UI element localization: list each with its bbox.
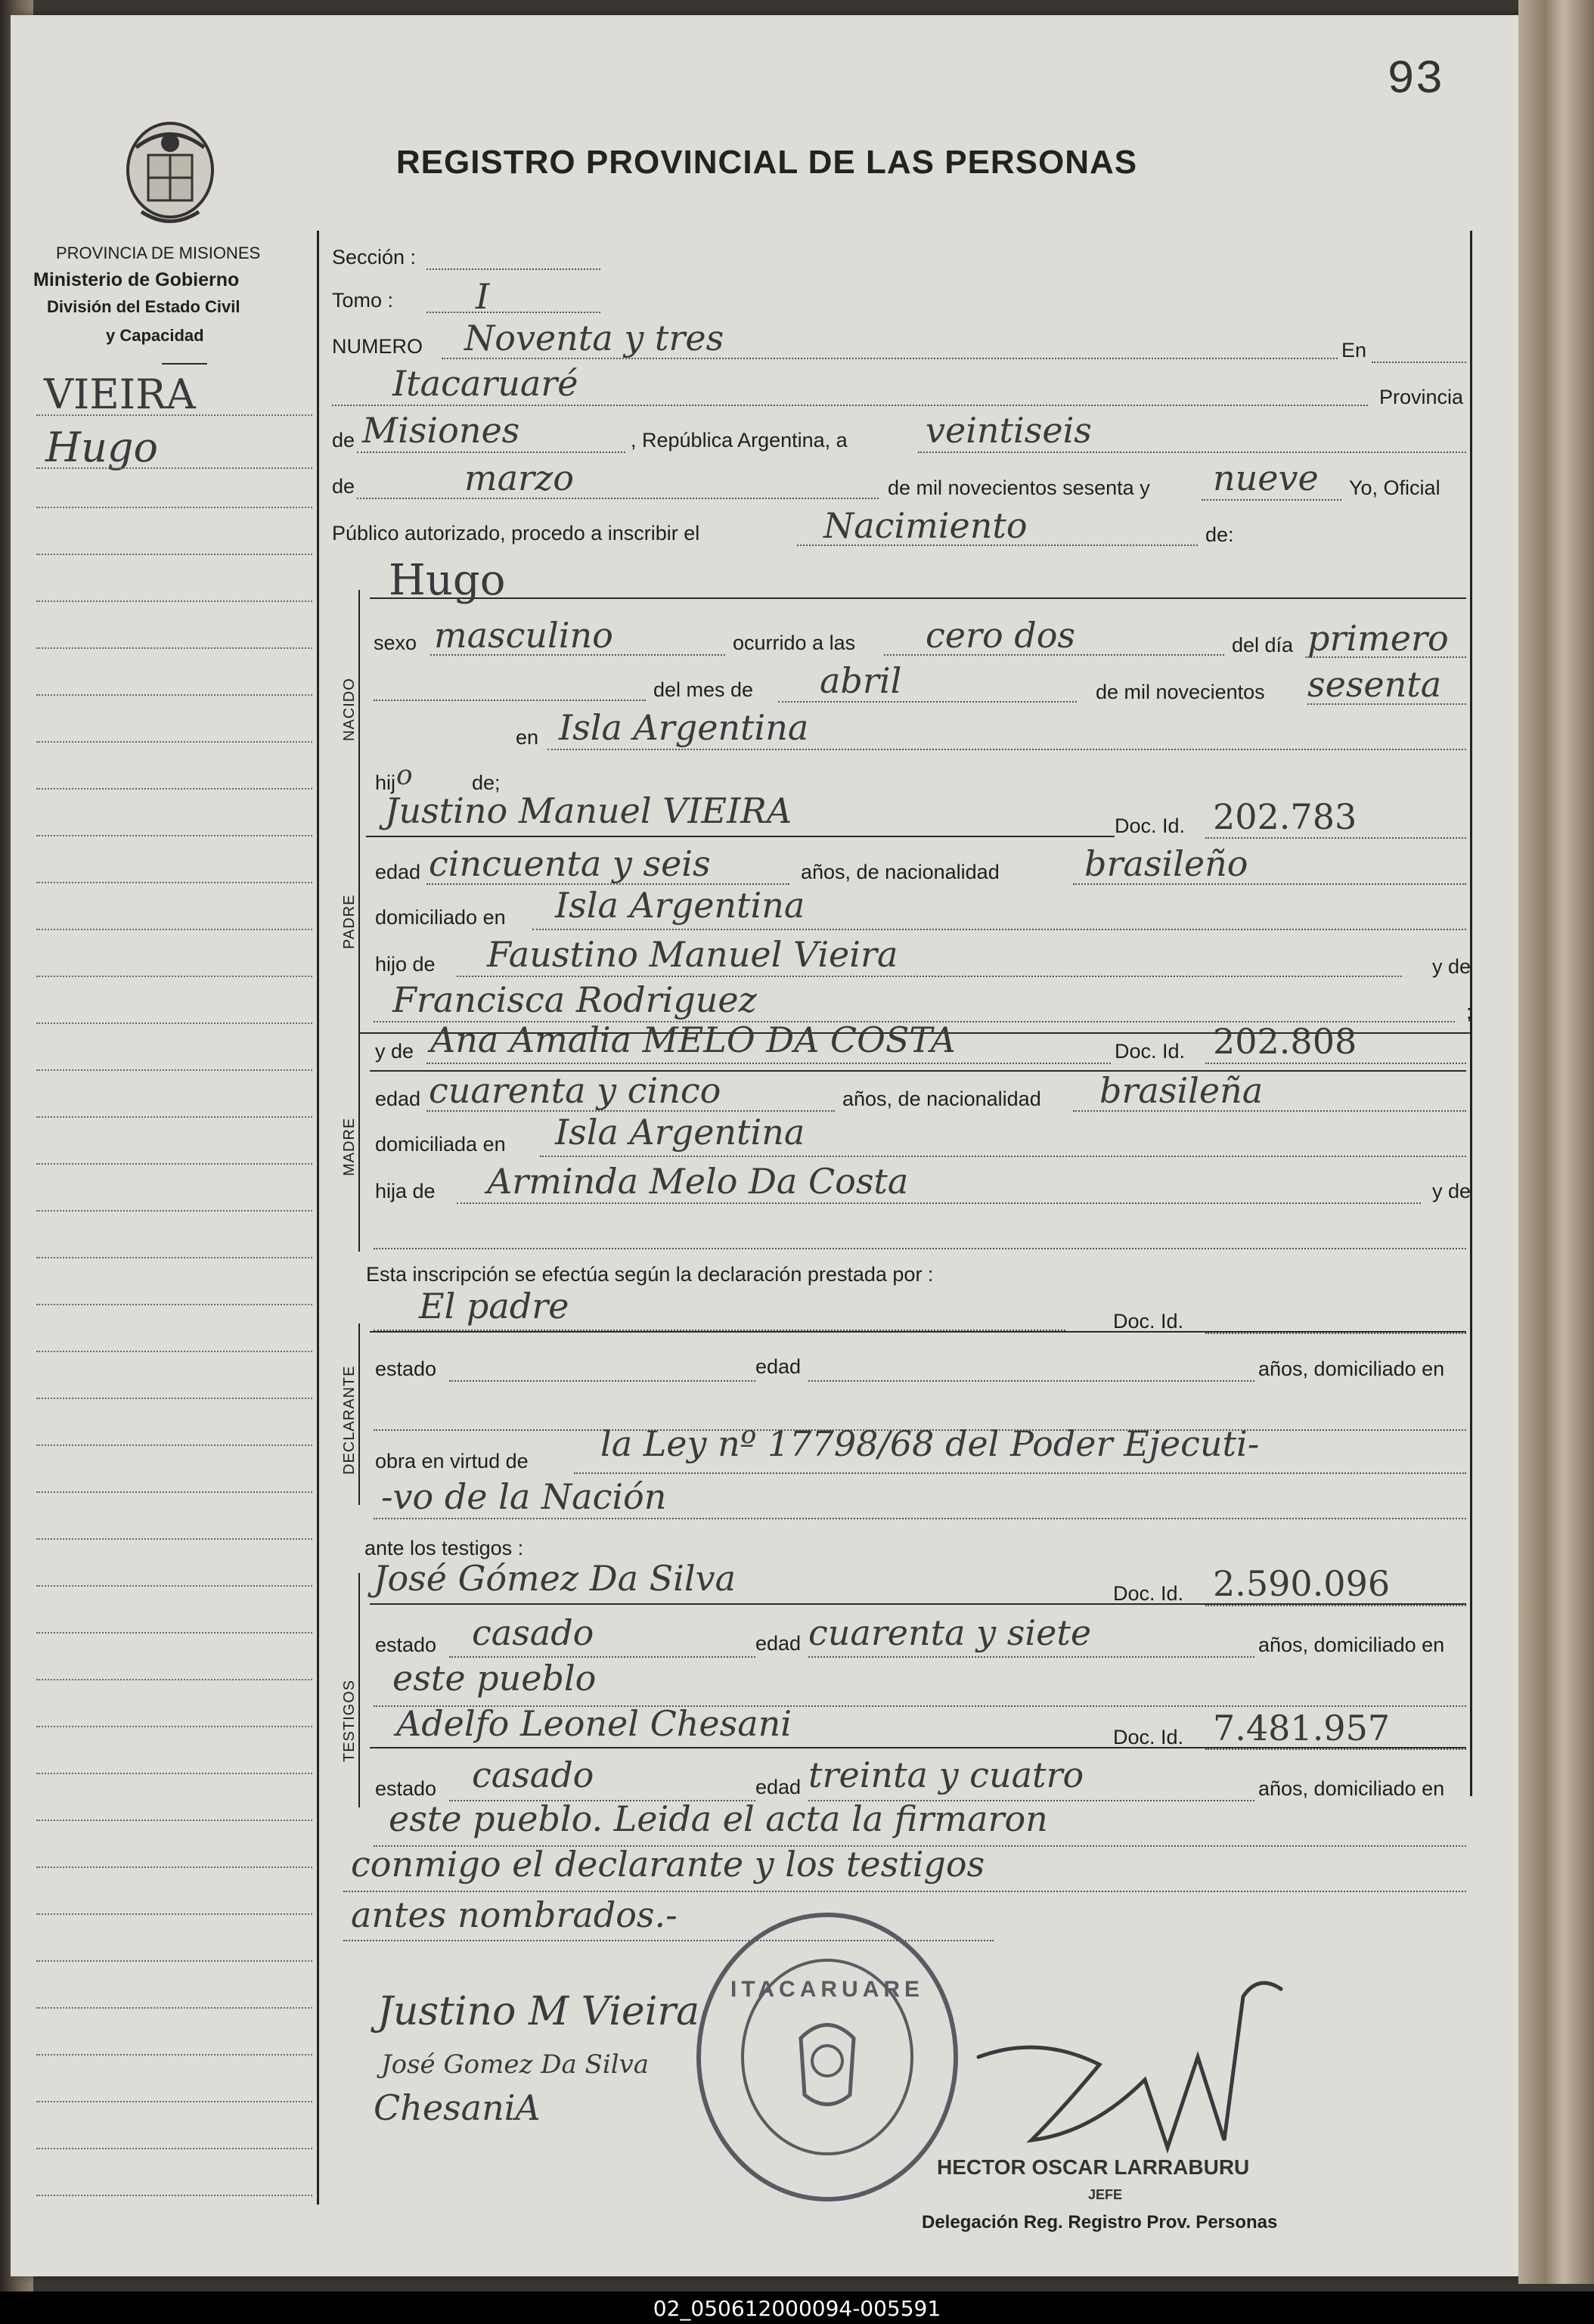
hw-place: Itacaruaré	[392, 363, 578, 404]
coat-of-arms-icon	[115, 117, 225, 238]
label-tomo: Tomo :	[332, 289, 394, 312]
sidebar-given-name: Hugo	[45, 424, 158, 471]
hw-birth-day: primero	[1307, 618, 1449, 659]
label-anos-dom-declarant: años, domiciliado en	[1258, 1357, 1445, 1380]
label-inscripcion: Esta inscripción se efectúa según la declaración prestada por :	[366, 1263, 934, 1286]
label-numero: NUMERO	[332, 335, 423, 358]
label-edad-witness-1: edad	[755, 1632, 802, 1655]
hw-numero: Noventa y tres	[464, 318, 724, 358]
hw-hour: cero dos	[926, 615, 1076, 656]
label-sexo: sexo	[374, 631, 417, 654]
sidebar-line-3: División del Estado Civil	[47, 297, 240, 316]
label-provincia: Provincia	[1379, 386, 1464, 408]
hw-father-mother: Francisca Rodriguez	[392, 979, 757, 1020]
label-ante-testigos: ante los testigos :	[364, 1537, 524, 1559]
page-title: REGISTRO PROVINCIAL DE LAS PERSONAS	[395, 144, 1138, 181]
signature-witness-1: José Gomez Da Silva	[381, 2049, 650, 2080]
label-edad-witness-2: edad	[755, 1776, 802, 1798]
label-edad-mother: edad	[375, 1088, 421, 1110]
label-anos-dom-witness-2: años, domiciliado en	[1258, 1777, 1445, 1800]
hw-hijo-suffix: o	[396, 760, 413, 791]
label-de-colon: de:	[1205, 523, 1234, 546]
page-number: 93	[1387, 53, 1444, 107]
hw-mother-mother: Arminda Melo Da Costa	[487, 1161, 909, 1202]
label-doc-witness-1: Doc. Id.	[1113, 1582, 1184, 1605]
label-estado-declarant: estado	[375, 1357, 437, 1380]
hw-sex: masculino	[434, 615, 613, 656]
hw-declarant: El padre	[419, 1286, 569, 1326]
label-y-de-mother: y de	[375, 1040, 414, 1063]
seal-text: ITACARUARE	[730, 1977, 925, 2002]
footer-bar	[0, 2291, 1594, 2324]
sidebar-line-1: PROVINCIA DE MISIONES	[56, 244, 261, 262]
label-doc-witness-2: Doc. Id.	[1113, 1726, 1184, 1748]
hw-provincia: Misiones	[362, 410, 520, 451]
label-del-mes: del mes de	[653, 678, 754, 701]
hw-witness-2: Adelfo Leonel Chesani	[396, 1703, 792, 1744]
label-dom-father: domiciliado en	[375, 906, 506, 929]
stamp-role: JEFE	[1088, 2187, 1123, 2202]
official-seal-icon	[687, 1906, 967, 2208]
hw-witness-1: José Gómez Da Silva	[374, 1558, 737, 1599]
hw-child-name: Hugo	[389, 556, 506, 605]
label-edad-father: edad	[375, 861, 421, 883]
hw-father-age: cincuenta y seis	[429, 843, 711, 884]
hw-mother-dom: Isla Argentina	[555, 1112, 805, 1153]
label-doc-declarant: Doc. Id.	[1113, 1310, 1184, 1333]
hw-act: Nacimiento	[823, 505, 1028, 546]
hw-father-doc: 202.783	[1213, 796, 1357, 837]
hw-witness-2-age: treinta y cuatro	[808, 1755, 1084, 1795]
label-anos-dom-witness-1: años, domiciliado en	[1258, 1634, 1445, 1656]
label-en-place: en	[516, 726, 539, 749]
hw-witness-2-state: casado	[472, 1755, 594, 1795]
hw-father-father: Faustino Manuel Vieira	[487, 934, 898, 975]
hw-witness-2-doc: 7.481.957	[1213, 1708, 1391, 1748]
label-mil-sesenta: de mil novecientos sesenta y	[888, 476, 1150, 499]
label-seccion: Sección :	[332, 246, 417, 268]
hw-father-dom: Isla Argentina	[555, 885, 805, 926]
hw-law-2: -vo de la Nación	[381, 1476, 667, 1517]
hw-witness-1-dom: este pueblo	[392, 1658, 597, 1699]
signature-witness-2: ChesaniA	[374, 2087, 541, 2128]
hw-birth-month: abril	[820, 660, 902, 701]
hw-witness-1-doc: 2.590.096	[1213, 1563, 1391, 1604]
label-edad-declarant: edad	[755, 1355, 802, 1378]
hw-witness-1-state: casado	[472, 1612, 594, 1653]
label-publico: Público autorizado, procedo a inscribir el	[332, 522, 700, 545]
hw-witness-1-age: cuarenta y siete	[808, 1612, 1092, 1653]
hw-father-nat: brasileño	[1084, 843, 1248, 884]
label-de-mil: de mil novecientos	[1096, 681, 1265, 703]
label-del-dia: del día	[1232, 634, 1294, 656]
label-semicolon: ;	[1466, 1001, 1472, 1023]
label-estado-witness-1: estado	[375, 1634, 437, 1656]
label-obra: obra en virtud de	[375, 1450, 529, 1472]
hw-month: marzo	[464, 458, 574, 498]
sidebar-line-2: Ministerio de Gobierno	[33, 269, 240, 290]
section-testigos: TESTIGOS	[341, 1679, 358, 1762]
label-republica: , República Argentina, a	[631, 429, 848, 451]
hw-day: veintiseis	[926, 410, 1092, 451]
label-nac-mother: años, de nacionalidad	[842, 1088, 1041, 1110]
label-en: En	[1341, 339, 1367, 361]
label-doc-mother: Doc. Id.	[1115, 1040, 1186, 1063]
label-hijo-de: hijo de	[375, 953, 436, 976]
hw-birth-place: Isla Argentina	[559, 707, 809, 748]
footer-id: 02_050612000094-005591	[653, 2296, 941, 2321]
label-estado-witness-2: estado	[375, 1777, 437, 1800]
hw-year-suffix: nueve	[1213, 458, 1319, 498]
label-y-de-2: y de	[1432, 1180, 1472, 1202]
label-yo-oficial: Yo, Oficial	[1349, 476, 1440, 499]
hw-mother-age: cuarenta y cinco	[429, 1070, 721, 1111]
hw-mother-doc: 202.808	[1213, 1021, 1357, 1062]
sidebar-surname: VIEIRA	[44, 371, 196, 418]
label-y-de-1: y de	[1432, 955, 1472, 978]
hw-closing-1: este pueblo. Leida el acta la firmaron	[389, 1798, 1048, 1839]
hw-mother-name: Ana Amalia MELO DA COSTA	[430, 1019, 956, 1060]
section-madre: MADRE	[341, 1117, 358, 1176]
hw-tomo: I	[476, 276, 490, 317]
label-nac-father: años, de nacionalidad	[801, 861, 1000, 883]
label-de-2: de	[332, 475, 355, 498]
hw-birth-year: sesenta	[1307, 664, 1442, 705]
section-padre: PADRE	[341, 894, 358, 949]
book-page-edges	[1518, 0, 1594, 2284]
label-hija-de: hija de	[375, 1180, 436, 1202]
label-hij: hij	[375, 771, 396, 794]
stamp-officer: HECTOR OSCAR LARRABURU	[937, 2155, 1250, 2179]
hw-closing-3: antes nombrados.-	[351, 1894, 678, 1935]
hw-closing-2: conmigo el declarante y los testigos	[351, 1844, 985, 1885]
hw-father-name: Justino Manuel VIEIRA	[385, 790, 792, 831]
label-ocurrido: ocurrido a las	[733, 631, 856, 654]
hw-law: la Ley nº 17798/68 del Poder Ejecuti-	[600, 1423, 1260, 1464]
label-de: de	[332, 429, 355, 451]
sidebar-line-4: y Capacidad	[106, 326, 204, 345]
hw-mother-nat: brasileña	[1099, 1070, 1264, 1111]
officer-signature-icon	[971, 1951, 1289, 2178]
signature-father: Justino M Vieira	[377, 1989, 700, 2034]
label-dom-mother: domiciliada en	[375, 1133, 506, 1156]
label-doc-father: Doc. Id.	[1115, 814, 1186, 837]
section-declarante: DECLARANTE	[341, 1365, 358, 1475]
label-de-semicolon: de;	[472, 771, 501, 794]
section-nacido: NACIDO	[341, 678, 358, 741]
stamp-office: Delegación Reg. Registro Prov. Personas	[922, 2212, 1278, 2232]
register-page	[11, 15, 1523, 2276]
